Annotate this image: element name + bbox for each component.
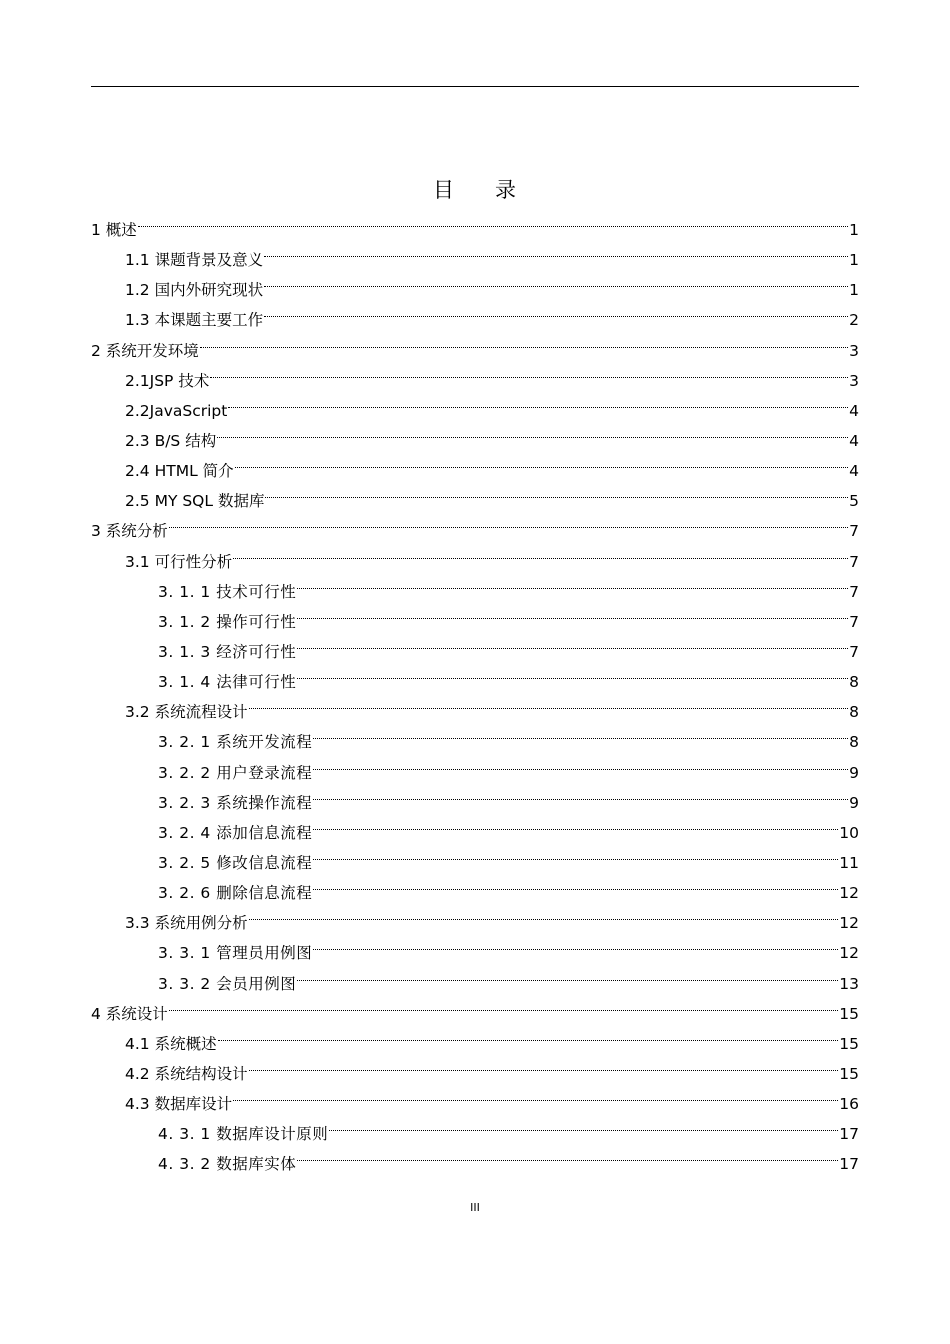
toc-entry-label: 2.1JSP 技术 [125, 371, 210, 390]
toc-entry-page: 1 [849, 281, 859, 300]
toc-entry-label: 3. 1. 1 技术可行性 [158, 582, 297, 601]
dot-leader [233, 1079, 838, 1109]
toc-entry-page: 9 [849, 793, 859, 812]
dot-leader [264, 265, 848, 295]
dot-leader [297, 959, 838, 989]
toc-entry-page: 15 [839, 1004, 859, 1023]
toc-entry-page: 5 [849, 492, 859, 511]
toc-entry-label: 3. 2. 6 删除信息流程 [158, 884, 313, 903]
toc-entry-page: 12 [839, 884, 859, 903]
dot-leader [249, 687, 849, 717]
toc-entry-label: 3.1 可行性分析 [125, 552, 233, 571]
toc-entry-page: 4 [849, 462, 859, 481]
page-number: III [470, 1201, 480, 1214]
toc-title-part2: 录 [495, 178, 517, 202]
dot-leader [297, 567, 848, 597]
dot-leader [169, 506, 848, 536]
toc-entry-page: 17 [839, 1155, 859, 1174]
toc-entry-label: 2.3 B/S 结构 [125, 431, 217, 450]
dot-leader [138, 205, 848, 235]
toc-entry-page: 4 [849, 431, 859, 450]
dot-leader [313, 778, 848, 808]
toc-entry[interactable] [91, 205, 859, 239]
dot-leader [297, 627, 848, 657]
toc-entry[interactable] [91, 537, 859, 571]
dot-leader [169, 989, 838, 1019]
toc-entry-page: 7 [849, 582, 859, 601]
dot-leader [297, 657, 848, 687]
toc-entry-label: 4 系统设计 [91, 1004, 168, 1023]
dot-leader [249, 898, 839, 928]
toc-entry-label: 4. 3. 1 数据库设计原则 [158, 1125, 329, 1144]
toc-entry-page: 2 [849, 311, 859, 330]
toc-entry-page: 8 [849, 703, 859, 722]
dot-leader [233, 537, 848, 567]
toc-entry-label: 3. 1. 2 操作可行性 [158, 612, 297, 631]
toc-entry-page: 10 [839, 823, 859, 842]
toc-entry-label: 1.2 国内外研究现状 [125, 281, 264, 300]
toc-entry[interactable] [91, 989, 859, 1023]
toc-entry-page: 11 [839, 853, 859, 872]
toc-entry-page: 3 [849, 341, 859, 360]
dot-leader [297, 1139, 838, 1169]
dot-leader [218, 1019, 839, 1049]
dot-leader [264, 235, 848, 265]
toc-entry-label: 3. 2. 2 用户登录流程 [158, 763, 313, 782]
toc-entry[interactable] [91, 1019, 859, 1053]
table-of-contents [91, 205, 859, 1174]
toc-entry[interactable] [91, 235, 859, 270]
toc-title-part1: 目 [433, 178, 455, 202]
toc-entry-page: 12 [839, 914, 859, 933]
dot-leader [264, 295, 848, 325]
toc-entry-page: 12 [839, 944, 859, 963]
toc-entry-label: 1.3 本课题主要工作 [125, 311, 264, 330]
toc-entry[interactable] [91, 506, 859, 541]
toc-title [0, 175, 950, 205]
dot-leader [313, 868, 838, 898]
toc-entry-page: 8 [849, 673, 859, 692]
toc-entry-label: 3. 2. 5 修改信息流程 [158, 853, 313, 872]
toc-entry-label: 3. 2. 1 系统开发流程 [158, 733, 313, 752]
toc-entry-page: 7 [849, 612, 859, 631]
toc-entry-label: 4.3 数据库设计 [125, 1095, 233, 1114]
toc-entry-label: 3.2 系统流程设计 [125, 703, 248, 722]
toc-entry-page: 17 [839, 1125, 859, 1144]
toc-entry-page: 13 [839, 974, 859, 993]
header-rule [91, 86, 859, 87]
toc-entry-page: 7 [849, 552, 859, 571]
toc-entry-label: 3.3 系统用例分析 [125, 914, 248, 933]
toc-entry-label: 2.2JavaScript [125, 401, 228, 420]
toc-entry-page: 9 [849, 763, 859, 782]
dot-leader [200, 326, 848, 356]
toc-entry-label: 1 概述 [91, 221, 137, 239]
dot-leader [228, 386, 848, 416]
dot-leader [313, 838, 838, 868]
toc-entry-label: 2.4 HTML 简介 [125, 462, 234, 481]
dot-leader [217, 416, 848, 446]
toc-entry-label: 3 系统分析 [91, 522, 168, 541]
dot-leader [313, 717, 848, 747]
dot-leader [313, 808, 838, 838]
toc-entry-label: 3. 2. 4 添加信息流程 [158, 823, 313, 842]
dot-leader [313, 748, 848, 778]
dot-leader [297, 597, 848, 627]
toc-entry[interactable] [91, 356, 859, 390]
toc-entry-label: 3. 1. 3 经济可行性 [158, 642, 297, 661]
toc-entry-label: 2 系统开发环境 [91, 341, 199, 360]
toc-entry-page: 8 [849, 733, 859, 752]
toc-entry-label: 3. 3. 1 管理员用例图 [158, 944, 313, 963]
toc-entry-label: 4.1 系统概述 [125, 1034, 217, 1053]
dot-leader [313, 928, 838, 958]
toc-entry-label: 3. 1. 4 法律可行性 [158, 673, 297, 692]
toc-entry-label: 2.5 MY SQL 数据库 [125, 492, 265, 511]
toc-entry[interactable] [91, 326, 859, 360]
dot-leader [249, 1049, 839, 1079]
toc-entry-label: 4.2 系统结构设计 [125, 1064, 248, 1083]
dot-leader [329, 1109, 838, 1139]
dot-leader [265, 476, 848, 506]
toc-entry-page: 7 [849, 642, 859, 661]
toc-entry-page: 4 [849, 401, 859, 420]
dot-leader [235, 446, 848, 476]
toc-entry-page: 1 [849, 221, 859, 239]
toc-entry-page: 15 [839, 1064, 859, 1083]
toc-entry-page: 15 [839, 1034, 859, 1053]
dot-leader [210, 356, 848, 386]
toc-entry-label: 3. 3. 2 会员用例图 [158, 974, 297, 993]
toc-entry-page: 3 [849, 371, 859, 390]
toc-entry-page: 1 [849, 251, 859, 270]
toc-entry-label: 4. 3. 2 数据库实体 [158, 1155, 297, 1174]
toc-entry-label: 1.1 课题背景及意义 [125, 251, 264, 270]
toc-entry-page: 7 [849, 522, 859, 541]
toc-entry-label: 3. 2. 3 系统操作流程 [158, 793, 313, 812]
toc-entry-page: 16 [839, 1095, 859, 1114]
